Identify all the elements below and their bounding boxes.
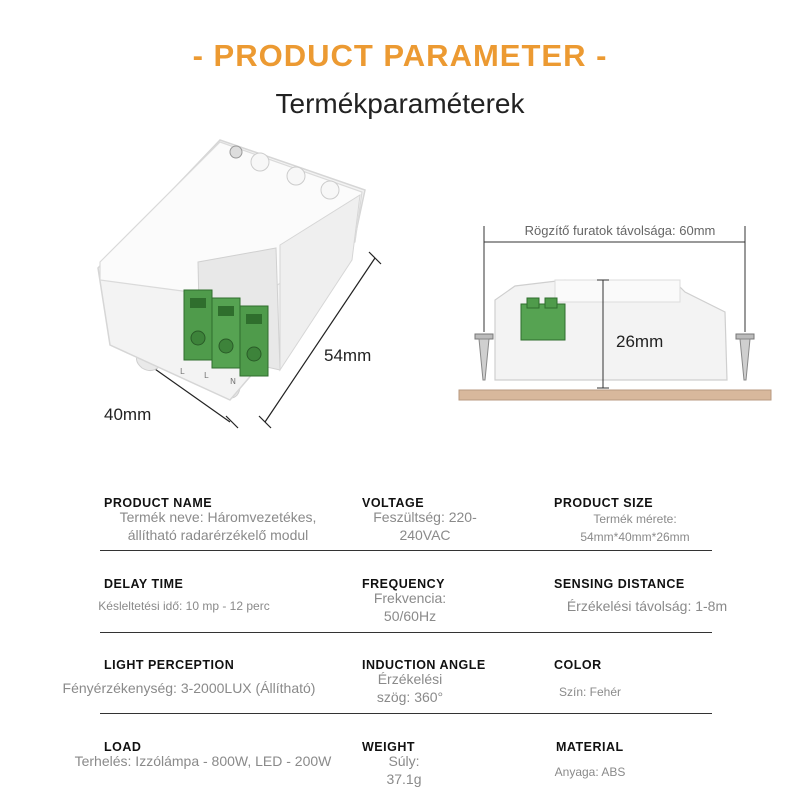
spec-value-delay-time: Késleltetési idő: 10 mp - 12 perc (98, 599, 270, 613)
row-divider (100, 632, 712, 633)
product-3d-illustration (80, 130, 400, 440)
spec-value-product-size: Termék mérete: 54mm*40mm*26mm (580, 512, 690, 544)
length-dimension-label: 54mm (324, 346, 372, 365)
spec-value-weight: Súly: 37.1g (386, 753, 422, 787)
page-title: - PRODUCT PARAMETER - (192, 38, 608, 73)
spec-label-frequency: FREQUENCY (362, 577, 445, 591)
spec-value-induction-angle: Érzékelési szög: 360° (376, 671, 444, 705)
spec-label-sensing-distance: SENSING DISTANCE (554, 577, 685, 591)
spec-label-material: MATERIAL (556, 740, 624, 754)
terminal-label-n: N (230, 377, 236, 386)
row-divider (100, 550, 712, 551)
spec-label-product-size: PRODUCT SIZE (554, 496, 654, 510)
spec-value-material: Anyaga: ABS (554, 765, 626, 779)
spec-label-light-perception: LIGHT PERCEPTION (104, 658, 235, 672)
terminal-label-l2: L (204, 371, 209, 380)
width-dimension-label: 40mm (104, 405, 152, 424)
spec-value-load: Terhelés: Izzólámpa - 800W, LED - 200W (74, 753, 332, 769)
spec-label-induction-angle: INDUCTION ANGLE (362, 658, 486, 672)
spec-value-voltage: Feszültség: 220-240VAC (373, 509, 477, 543)
page-subtitle: Termékparaméterek (275, 88, 525, 119)
screw-left-icon (475, 334, 493, 380)
product-side-illustration (455, 220, 775, 410)
spec-label-weight: WEIGHT (362, 740, 415, 754)
spec-label-color: COLOR (554, 658, 602, 672)
spec-value-color: Szín: Fehér (558, 685, 622, 699)
spec-label-delay-time: DELAY TIME (104, 577, 184, 591)
spec-label-load: LOAD (104, 740, 142, 754)
spec-value-frequency: Frekvencia: 50/60Hz (373, 590, 447, 624)
screw-right-icon (736, 334, 754, 380)
spec-value-sensing-distance: Érzékelési távolság: 1-8m (566, 598, 728, 614)
spec-value-product-name: Termék neve: Háromvezetékes, állítható radarérzékelő modul (119, 509, 317, 543)
mount-distance-label: Rögzítő furatok távolsága: 60mm (524, 223, 716, 238)
spec-label-product-name: PRODUCT NAME (104, 496, 213, 510)
spec-label-voltage: VOLTAGE (362, 496, 425, 510)
row-divider (100, 713, 712, 714)
terminal-label-l1: L (180, 367, 185, 376)
height-dimension-label: 26mm (616, 332, 664, 351)
spec-value-light-perception: Fényérzékenység: 3-2000LUX (Állítható) (62, 680, 316, 696)
